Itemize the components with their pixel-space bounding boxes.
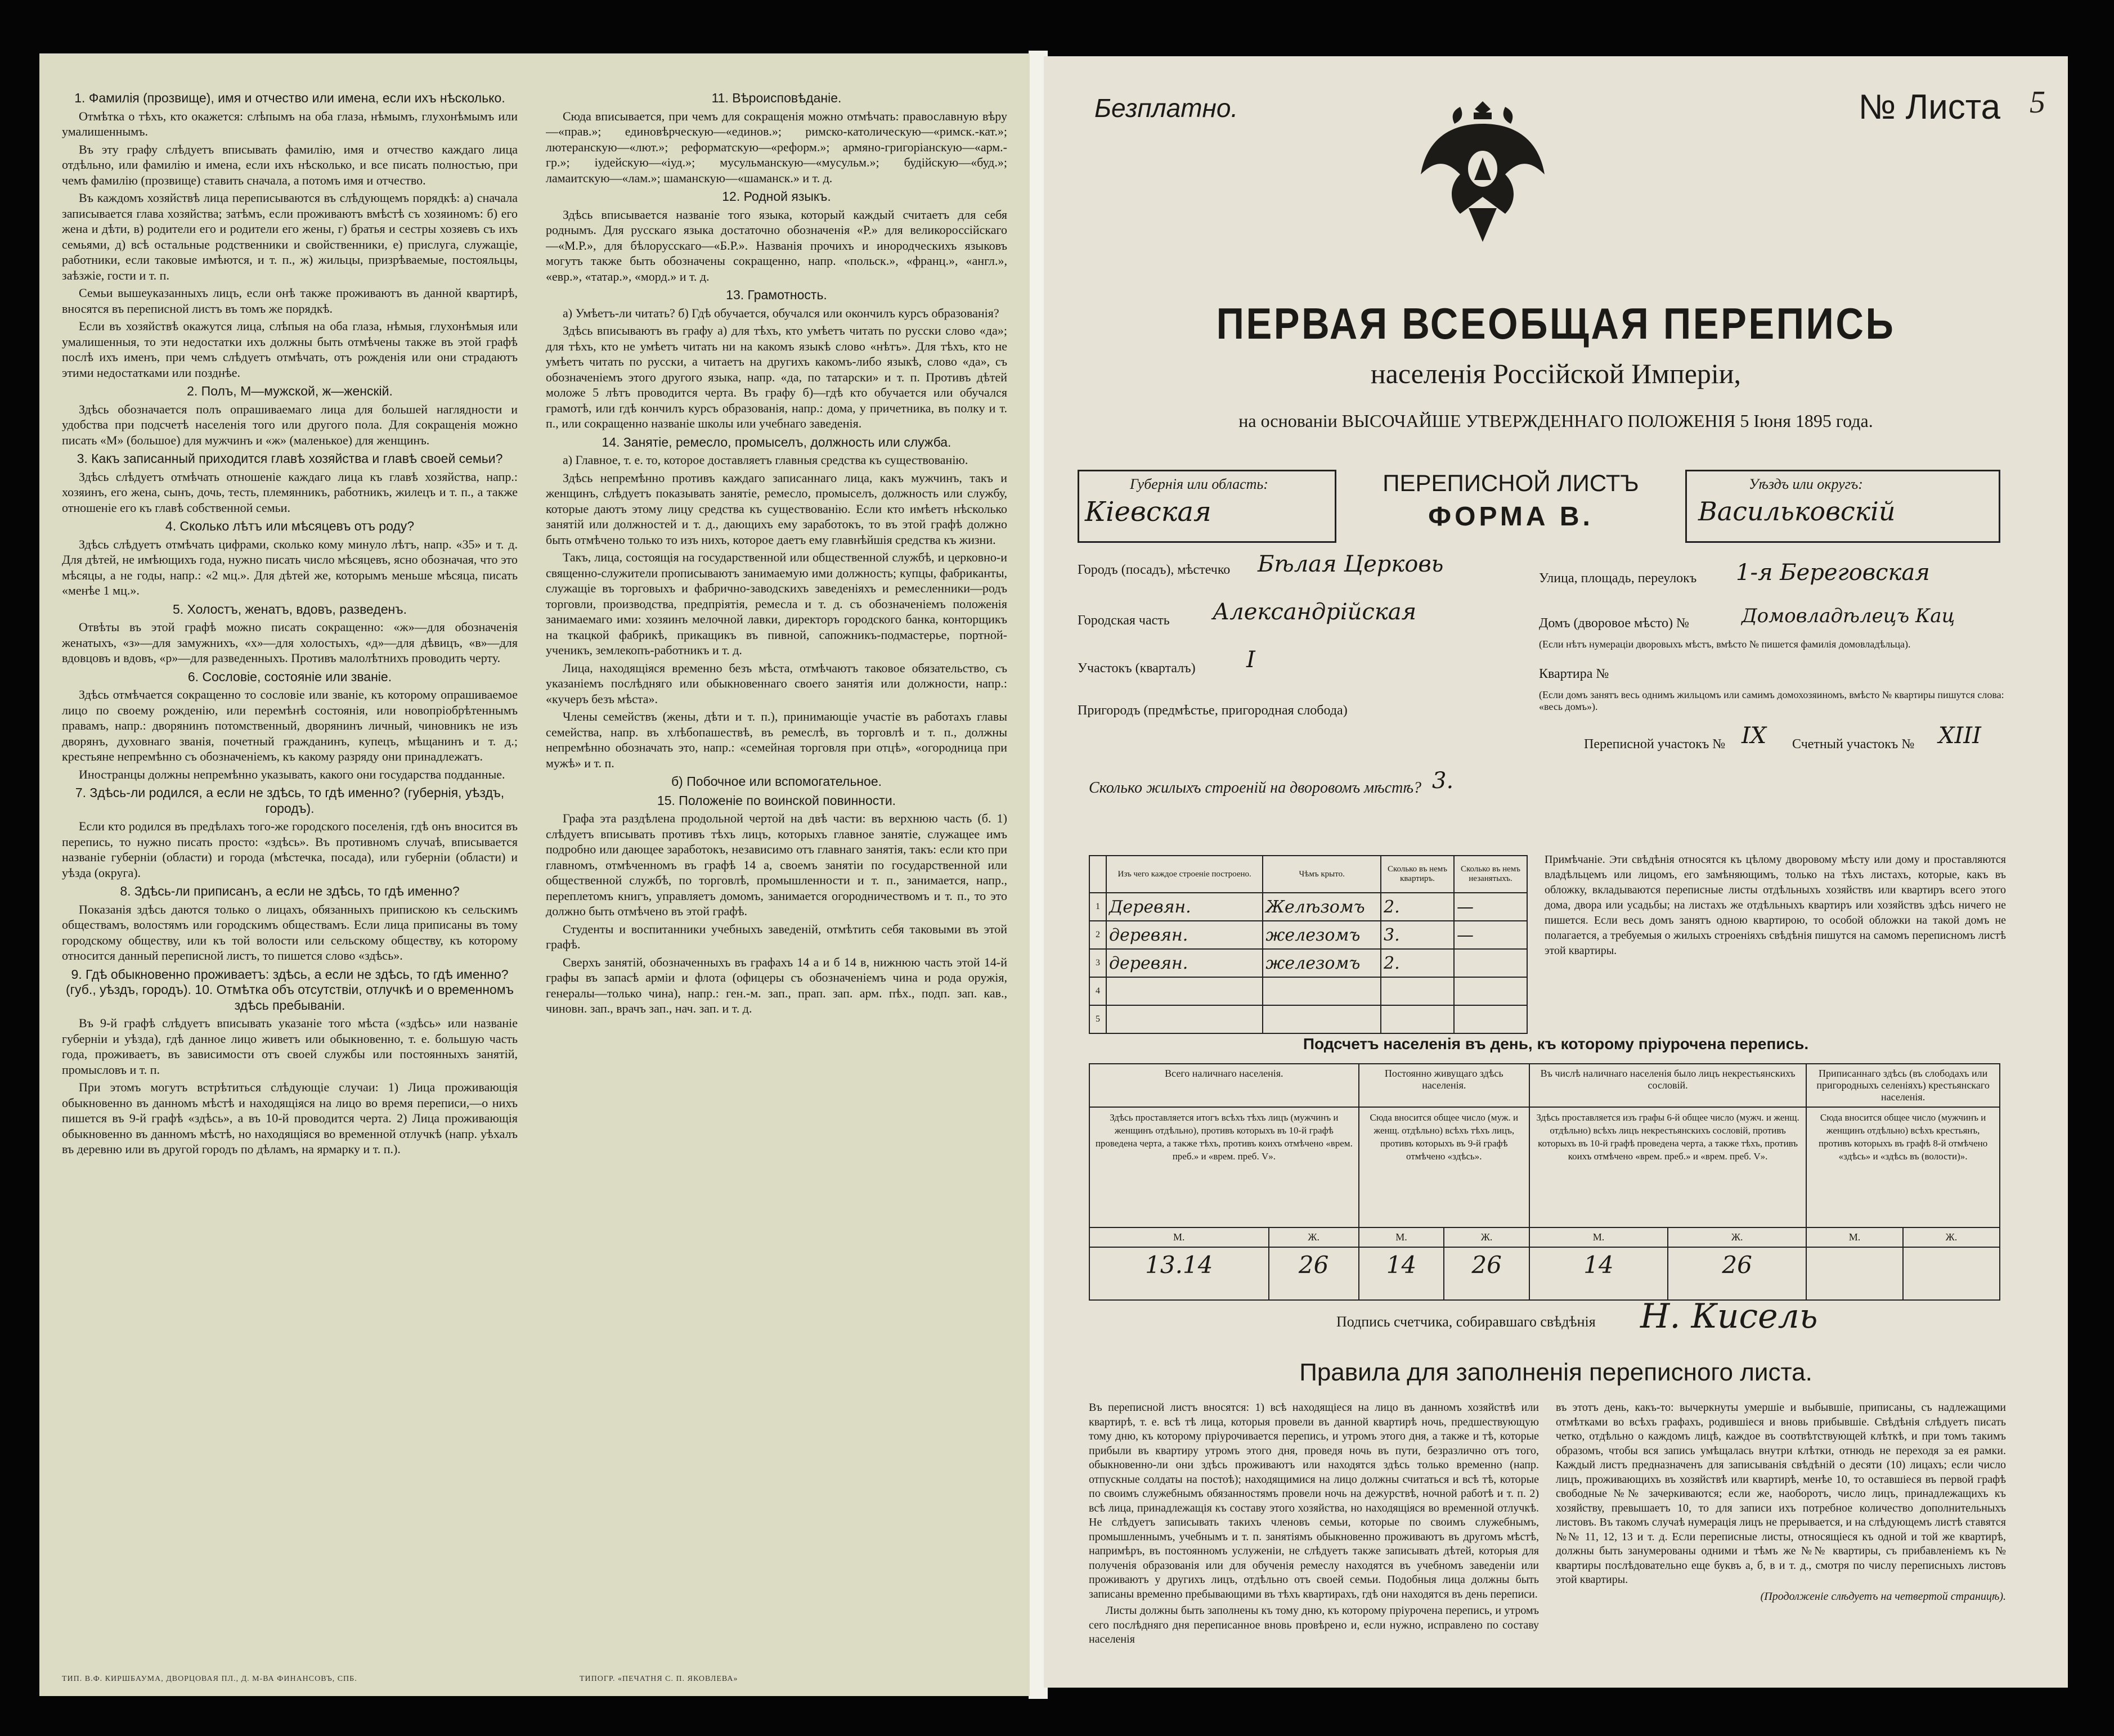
- free-label: Безплатно.: [1094, 93, 1238, 123]
- province-box: [1078, 470, 1336, 543]
- instruction-paragraph: Члены семействъ (жены, дѣти и т. п.), принимающіе участіе въ работахъ главы семейства, напр. въ хлѣбопашествѣ, въ ремеслѣ, въ торговлѣ и т. п., должны непремѣнно обозначать это, напр.: «семейная торговля при отцѣ», «огородница при мужѣ» и т. п.: [546, 709, 1007, 770]
- material-cell: деревян.: [1106, 949, 1263, 977]
- count-header-permanent: Постоянно живущаго здѣсь населенія.: [1359, 1064, 1529, 1107]
- rules-continued-note: (Продолженіе слѣдуетъ на четвертой страницѣ).: [1760, 1590, 2006, 1603]
- suburb-label: Пригородъ (предмѣстье, пригородная слобода): [1078, 703, 1348, 718]
- district-box: [1685, 470, 2000, 543]
- instruction-section: [62, 967, 518, 1157]
- enumerator-signature-label: Подпись счетчика, собиравшаго свѣдѣнія: [1336, 1314, 1596, 1330]
- instruction-section: [62, 384, 518, 448]
- table-row: [1089, 949, 1527, 977]
- row-number: 2: [1089, 921, 1106, 949]
- count-table-descriptions: [1089, 1107, 2000, 1227]
- count-table-subheaders: [1089, 1227, 2000, 1247]
- instruction-paragraph: Если въ хозяйствѣ окажутся лица, слѣпыя на оба глаза, нѣмыя, глухонѣмыя или умалишенныя, то эти недостатки ихъ должны быть отмѣчены также въ этой графѣ послѣ ихъ именъ, при чемъ слѣдуетъ отмѣчать, отъ рожденія или они страдаютъ этими недостатками или позднѣе.: [62, 319, 518, 380]
- apartment-note: (Если домъ занятъ весь однимъ жильцомъ или самимъ домохозяиномъ, вмѣсто № квартиры пишутся слова: «весь домъ»).: [1539, 689, 2004, 712]
- buildings-header-apartments: Сколько въ немъ квартиръ.: [1381, 856, 1454, 893]
- apartments-cell: 2.: [1381, 893, 1454, 921]
- instruction-paragraph: Если кто родился въ предѣлахъ того-же городского поселенія, гдѣ онъ вносится въ перепись, то нужно писать просто: «здѣсь». Въ противномъ случаѣ, вписывается названіе губерніи (области) и города (мѣстечка, посада), или губерніи (области) и уѣзда (округа).: [62, 819, 518, 880]
- sheet-number-value: 5: [2030, 85, 2045, 120]
- count-desc-permanent: Сюда вносится общее число (муж. и женщ. отдѣльно) всѣхъ тѣхъ лицъ, противъ которыхъ въ 9-й графѣ отмѣчено «здѣсь».: [1359, 1107, 1529, 1227]
- form-title: ПЕРЕПИСНОЙ ЛИСТЪ: [1383, 470, 1639, 496]
- count-value: 14: [1359, 1247, 1444, 1300]
- instruction-heading: 3. Какъ записанный приходится главѣ хозяйства и главѣ своей семьи?: [77, 451, 503, 466]
- instruction-paragraph: Иностранцы должны непремѣнно указывать, какого они государства подданные.: [79, 767, 505, 781]
- sub-header-female: Ж.: [1668, 1227, 1806, 1247]
- instruction-heading: 15. Положеніе по воинской повинности.: [657, 793, 896, 808]
- row-number: 5: [1089, 1005, 1106, 1033]
- district-label: Уѣздъ или округъ:: [1749, 476, 1863, 492]
- instruction-section: [62, 451, 518, 515]
- instruction-paragraph: а) Главное, т. е. то, которое доставляетъ главныя средства къ существованію.: [563, 453, 968, 467]
- province-value: Кіевская: [1085, 496, 1211, 528]
- instruction-paragraph: Графа эта раздѣлена продольной чертой на двѣ части: въ верхнюю часть (б. 1) слѣдуетъ вписывать противъ тѣхъ лицъ, которыхъ главное занятіе, служащее имъ подробно или дающее заработокъ, независимо отъ главнаго занятія, такъ: если кто при главномъ, отмѣченномъ въ графѣ 14 а, своемъ занятіи по государственной или общественной службѣ, по торговлѣ, промышленности и т. п., занимается, напр., переплетомъ книгъ, управляетъ домомъ, занимается огородничествомъ и т. п., то это должно быть отмѣчено въ этой графѣ.: [546, 811, 1007, 918]
- row-number: 1: [1089, 893, 1106, 921]
- instruction-heading: 1. Фамилія (прозвище), имя и отчество или имена, если ихъ нѣсколько.: [74, 91, 505, 105]
- apartments-cell: 3.: [1381, 921, 1454, 949]
- instruction-paragraph: Отмѣтка о тѣхъ, кто окажется: слѣпымъ на оба глаза, нѣмымъ, глухонѣмымъ или умалишеннымъ.: [62, 109, 518, 138]
- material-cell: деревян.: [1106, 921, 1263, 949]
- sub-header-female: Ж.: [1444, 1227, 1529, 1247]
- row-number: 4: [1089, 977, 1106, 1005]
- sub-header-female: Ж.: [1903, 1227, 2000, 1247]
- count-desc-present: Здѣсь проставляется итогъ всѣхъ тѣхъ лицъ (мужчинъ и женщинъ отдѣльно), противъ которыхъ въ 10-й графѣ проведена черта, а также тѣхъ, противъ коихъ отмѣчено «врем. преб.» и «врем. преб. V».: [1089, 1107, 1359, 1227]
- printer-imprint-left: ТИП. В.Ф. КИРШБАУМА, ДВОРЦОВАЯ ПЛ., Д. М-ВА ФИНАНСОВЪ, СПБ.: [62, 1675, 357, 1683]
- instruction-paragraph: Студенты и воспитанники учебныхъ заведеній, отмѣтить себя таковыми въ этой графѣ.: [546, 921, 1007, 951]
- vacant-cell: —: [1454, 921, 1527, 949]
- city-part-value: Александрійская: [1213, 599, 1417, 625]
- instruction-heading: 5. Холостъ, женатъ, вдовъ, разведенъ.: [172, 601, 407, 617]
- district-value: Васильковскій: [1698, 496, 1896, 527]
- count-value: [1806, 1247, 1903, 1300]
- instruction-paragraph: Здѣсь слѣдуетъ отмѣчать отношеніе каждаго лица къ главѣ хозяйства, напр.: хозяинъ, его жена, сынъ, дочь, тесть, племянникъ, работникъ, жилецъ и т. п., а также отношеніе его къ главѣ собственной семьи.: [62, 469, 518, 515]
- street-value: 1-я Береговская: [1736, 560, 1930, 586]
- province-label: Губернія или область:: [1130, 476, 1268, 492]
- house-label: Домъ (дворовое мѣсто) №: [1539, 616, 1689, 631]
- census-district-label: Переписной участокъ №: [1584, 737, 1726, 752]
- instruction-paragraph: Отвѣты въ этой графѣ можно писать сокращенно: «ж»—для обозначенія женатыхъ, «з»—для замужнихъ, «х»—для холостыхъ, «д»—для дѣвицъ, «в»—для вдовцовъ и вдовъ, «р»—для разведенныхъ. Противъ малолѣтнихъ проводить черту.: [62, 620, 518, 665]
- sheet-number-label: № Листа: [1858, 88, 2000, 127]
- vacant-cell: [1454, 977, 1527, 1005]
- apartments-cell: [1381, 1005, 1454, 1033]
- roof-cell: Желѣзомъ: [1263, 893, 1381, 921]
- apartments-cell: [1381, 977, 1454, 1005]
- material-cell: Деревян.: [1106, 893, 1263, 921]
- count-value: 13.14: [1089, 1247, 1269, 1300]
- instruction-paragraph: Въ каждомъ хозяйствѣ лица переписываются въ слѣдующемъ порядкѣ: а) сначала записывается глава хозяйства; затѣмъ, если проживаютъ вмѣстѣ съ хозяиномъ: б) его жена и дѣти, в) родители его и родители его жены, г) братья и сестры хозяевъ съ ихъ семьями, д) всѣ остальные родственники и свойственники, е) прислуга, служащіе, работники, если таковые имѣются, и т. п., ж) жильцы, призрѣваемые, постояльцы, заѣзжіе, гости и т. п.: [62, 191, 518, 282]
- instruction-heading: 11. Вѣроисповѣданіе.: [711, 91, 842, 105]
- instruction-paragraph: Здѣсь вписываютъ въ графу а) для тѣхъ, кто умѣетъ читать по русски слово «да»; для тѣхъ, кто не умѣетъ читать ни на какомъ языкѣ слово «нѣтъ». Для тѣхъ, кто не умѣетъ читать по русски, а читаетъ на другихъ какомъ-либо языкѣ, слово «да», съ обозначеніемъ этого другого языка, напр. «да, по татарски» и т. п. Противъ дѣтей моложе 5 лѣтъ проводится черта. Въ графу б)—гдѣ кто обучается или обучался грамотѣ, или гдѣ кончилъ курсъ образованія, напр.: дома, у причетника, въ полку и т. п., или сокращенно названіе школы или учебнаго заведенія.: [546, 323, 1007, 430]
- instruction-heading: 12. Родной языкъ.: [722, 189, 831, 204]
- instruction-paragraph: Здѣсь слѣдуетъ отмѣчать цифрами, сколько кому минуло лѣтъ, напр. «35» и т. д. Для дѣтей, не имѣющихъ года, нужно писать число мѣсяцевъ, ясно обозначая, что это мѣсяцы, а не годы, напр.: «2 мц.». Для дѣтей же, которымъ меньше мѣсяца, писать «менѣе 1 мц.».: [62, 537, 518, 597]
- section-label: Участокъ (кварталъ): [1078, 661, 1196, 676]
- instruction-section: [62, 669, 518, 782]
- instruction-paragraph: Сюда вписывается, при чемъ для сокращенія можно отмѣчать: православную вѣру—«прав.»; единовѣрческую—«единов.»; римско-католическую—«римск.-кат.»; лютеранскую—«лют.»; реформатскую—«реформ.»; армяно-григоріанскую—«арм.-гр.»; іудейскую—«іуд.»; мусульманскую—«мусульм.»; будійскую—«буд.»; ламаитскую—«лам.»; шаманскую—«шаманск.» и т. д.: [546, 109, 1007, 185]
- instruction-section: [62, 884, 518, 964]
- count-header-present: Всего наличнаго населенія.: [1089, 1064, 1359, 1107]
- instruction-paragraph: Здѣсь обозначается полъ опрашиваемаго лица для большей наглядности и удобства при подсчетѣ населенія того или другого пола. Для сокращенія можно писать «М» (большое) для мужчинъ и «ж» (маленькое) для женщинъ.: [62, 402, 518, 447]
- sub-header-male: М.: [1359, 1227, 1444, 1247]
- instruction-heading: 4. Сколько лѣтъ или мѣсяцевъ отъ роду?: [165, 519, 415, 533]
- count-desc-non-peasant: Здѣсь проставляется изъ графы 6-й общее число (мужч. и женщ. отдѣльно) всѣхъ лицъ некрестьянскихъ сословій, противъ которыхъ въ 10-й графѣ проведена черта, а также тѣхъ, противъ коихъ отмѣчено «врем. преб.» и «врем. преб. V».: [1529, 1107, 1806, 1227]
- sub-header-female: Ж.: [1269, 1227, 1359, 1247]
- instruction-heading: 9. Гдѣ обыкновенно проживаетъ: здѣсь, а если не здѣсь, то гдѣ именно? (губ., уѣздъ, городъ). 10. Отмѣтка объ отсутствіи, отлучкѣ и о временномъ здѣсь пребываніи.: [65, 966, 514, 1013]
- instruction-heading: 14. Занятіе, ремесло, промыселъ, должность или служба.: [602, 434, 951, 449]
- house-note: (Если нѣтъ нумераціи дворовыхъ мѣстъ, вмѣсто № пишется фамилія домовладѣльца).: [1539, 638, 1911, 650]
- printer-imprint-right: ТИПОГР. «ПЕЧАТНЯ С. П. ЯКОВЛЕВА»: [580, 1675, 738, 1683]
- instruction-heading: 8. Здѣсь-ли приписанъ, а если не здѣсь, то гдѣ именно?: [120, 884, 460, 898]
- instruction-heading: 2. Полъ, М—мужской, ж—женскій.: [187, 384, 393, 398]
- census-legal-basis: на основаніи ВЫСОЧАЙШЕ УТВЕРЖДЕННАГО ПОЛОЖЕНІЯ 5 Іюня 1895 года.: [1238, 411, 1873, 431]
- city-part-label: Городская часть: [1078, 613, 1170, 628]
- count-header-peasant: Приписаннаго здѣсь (въ слободахъ или пригородныхъ селеніяхъ) крестьянскаго населенія.: [1806, 1064, 2000, 1107]
- instruction-paragraph: Семьи вышеуказанныхъ лицъ, если онѣ также проживаютъ въ данной квартирѣ, вносятся въ переписной листъ въ томъ же порядкѣ.: [62, 286, 518, 316]
- house-value: Домовладѣлецъ Кац: [1742, 605, 1955, 627]
- material-cell: [1106, 977, 1263, 1005]
- rules-title: Правила для заполненія переписного листа.: [1299, 1359, 1812, 1386]
- buildings-header-roof: Чѣмъ крыто.: [1263, 856, 1381, 893]
- roof-cell: железомъ: [1263, 949, 1381, 977]
- instruction-paragraph: а) Умѣетъ-ли читать? б) Гдѣ обучается, обучался или окончилъ курсъ образованія?: [563, 305, 999, 320]
- census-form-page: [1044, 56, 2068, 1688]
- instructions-column-2: [546, 87, 1007, 1668]
- instruction-paragraph: Лица, находящіяся временно безъ мѣста, отмѣчаютъ таковое обязательство, съ указаніемъ послѣдняго или обыкновеннаго своего занятія или должности, напр.: «кучеръ безъ мѣста».: [546, 660, 1007, 706]
- apartment-label: Квартира №: [1539, 667, 1609, 681]
- count-table-header: [1089, 1064, 2000, 1107]
- row-number: 3: [1089, 949, 1106, 977]
- instruction-section: [546, 435, 1007, 771]
- buildings-table: [1089, 855, 1528, 1034]
- instruction-section: [62, 785, 518, 880]
- table-row: [1089, 921, 1527, 949]
- city-label: Городъ (посадъ), мѣстечко: [1078, 563, 1231, 577]
- buildings-question: Сколько жилыхъ строеній на дворовомъ мѣстѣ?: [1089, 779, 1422, 797]
- buildings-table-header: [1089, 856, 1527, 893]
- material-cell: [1106, 1005, 1263, 1033]
- counting-district-value: XIII: [1938, 723, 1981, 749]
- table-row: [1089, 977, 1527, 1005]
- buildings-header-no: [1089, 856, 1106, 893]
- instruction-section: [62, 602, 518, 666]
- form-letter: ФОРМА В.: [1428, 502, 1594, 532]
- population-count-table: [1089, 1063, 2000, 1301]
- instruction-paragraph: Здѣсь непремѣнно противъ каждаго записаннаго лица, какъ мужчинъ, такъ и женщинъ, слѣдуетъ показывать занятіе, ремесло, промыселъ, должность или службу, которые даютъ этому лицу средства къ существованію. Если кто имѣетъ нѣсколько занятій или должностей и т. д., дающихъ ему заработокъ, то въ этой графѣ должно быть отмѣчено только то изъ нихъ, которое даетъ ему главнѣйшія средства къ жизни.: [546, 470, 1007, 547]
- instruction-paragraph: Сверхъ занятій, обозначенныхъ въ графахъ 14 а и б 14 в, нижнюю часть этой 14-й графы въ запасѣ арміи и флота (офицеры съ обозначеніемъ чина и рода оружія, генералы—только чина), напр.: ген.-м. зап., прап. зап. арм. пѣх., подп. зап. кав., чиновн. зап., врачъ зап., нач. зап. и т. д.: [546, 955, 1007, 1015]
- instruction-section: [546, 189, 1007, 284]
- buildings-header-material: Изъ чего каждое строеніе построено.: [1106, 856, 1263, 893]
- instruction-heading: 7. Здѣсь-ли родился, а если не здѣсь, то гдѣ именно? (губернія, уѣздъ, городъ).: [75, 785, 505, 816]
- instruction-paragraph: Такъ, лица, состоящія на государственной или общественной службѣ, и церковно-и священно-служители прописываютъ занимаемую ими должность; купцы, фабриканты, служащіе въ торговыхъ и фабрично-заводскихъ заведеніяхъ и ремесленники—родъ торговли, производства, предпріятія, ремесла и т. д. съ обозначеніемъ положенія занимаемаго ими: хозяинъ мелочной лавки, директоръ городского банка, конторщикъ на ткацкой фабрикѣ, прикащикъ въ пивной, сапожникъ-подмастерье, портной-ученикъ, землекопъ-работникъ и т. д.: [546, 550, 1007, 657]
- census-district-value: IX: [1742, 723, 1767, 749]
- buildings-note: Примѣчаніе. Эти свѣдѣнія относятся къ цѣлому дворовому мѣсту или дому и проставляются владѣльцемъ или лицомъ, его замѣняющимъ, только на тѣхъ листахъ, которые, какъ въ обложку, вкладываются переписные листы отдѣльныхъ хозяйствъ или квартиръ всего этого дома, двора или усадьбы; на листахъ же отдѣльныхъ квартиръ или хозяйствъ здѣсь ничего не пишется. Если весь домъ занятъ одною квартирою, то особой обложки на такой домъ не полагается, а требуемыя о жилыхъ строеніяхъ свѣдѣнія пишутся на самомъ переписномъ листѣ этой квартиры.: [1545, 853, 2006, 957]
- instruction-paragraph: Здѣсь вписывается названіе того языка, который каждый считаетъ для себя роднымъ. Для русскаго языка достаточно обозначенія «Р.» для великороссійскаго—«М.Р.», для бѣлорусскаго—«Б.Р.». Названія прочихъ и инородческихъ языковъ могутъ также быть обозначены сокращенно, напр. «польск.», «франц.», «англ.», «евр.», «татар.», «морд.» и т. д.: [546, 207, 1007, 284]
- instruction-section: [62, 91, 518, 380]
- form-title-box: [1348, 470, 1674, 543]
- instruction-heading: 6. Сословіе, состояніе или званіе.: [187, 669, 392, 684]
- count-desc-peasant: Сюда вносится общее число (мужчинъ и женщинъ отдѣльно) всѣхъ крестьянъ, противъ которыхъ въ графѣ 8-й отмѣчено «здѣсь» и «здѣсь въ (волости)».: [1806, 1107, 2000, 1227]
- instruction-paragraph: Въ 9-й графѣ слѣдуетъ вписывать указаніе того мѣста («здѣсь» или названіе губерніи и уѣзда), гдѣ данное лицо живетъ или обыкновенно, т. е. большую часть года, проживаетъ, въ зависимости отъ своей службы или постоянныхъ занятій, промысловъ и т. п.: [62, 1016, 518, 1077]
- roof-cell: [1263, 977, 1381, 1005]
- imperial-eagle-emblem: [1415, 90, 1550, 259]
- count-value: 26: [1668, 1247, 1806, 1300]
- instructions-column-1: [62, 87, 518, 1668]
- instruction-heading: б) Побочное или вспомогательное.: [671, 774, 882, 789]
- rules-text: Въ переписной листъ вносятся: 1) всѣ находящіеся на лицо въ данномъ хозяйствѣ или квартирѣ, т. е. всѣ тѣ лица, которыя провели въ данной квартирѣ ночь, предшествующую тому дню, къ которому пріурочивается перепись, и утромъ этого дня, а также и тѣ, которые прибыли въ квартиру утромъ этого дня, проведя ночь въ пути, безразлично отъ того, обыкновенно-ли они здѣсь проживаютъ или находятся здѣсь только временно (напр. отпускные солдаты на постоѣ); находящимися на лицо должны считаться и всѣ тѣ, которые по своимъ служебнымъ обязанностямъ провели ночь на дежурствѣ, ночной работѣ и т. п. 2) всѣ лица, принадлежащія къ составу этого хозяйства, но находящіяся во временной отлучкѣ. Не слѣдуетъ записывать такихъ членовъ семьи, которые по своимъ служебнымъ, промышленнымъ, учебнымъ и т. п. занятіямъ обыкновенно проживаютъ въ другомъ мѣстѣ, напримѣръ, въ постоянномъ услуженіи, не слѣдуетъ также записывать дѣтей, которыя для полученія образованія или для обученія ремеслу находятся въ учебномъ заведеніи или проживаютъ у другихъ лицъ, отдѣльно отъ своей семьи. Подобныя лица должны быть записаны временно пребывающими въ тѣхъ квартирахъ, гдѣ они находятся въ день переписи.: [1089, 1401, 1539, 1600]
- count-table-values: [1089, 1247, 2000, 1300]
- apartments-cell: 2.: [1381, 949, 1454, 977]
- instruction-paragraph: Показанія здѣсь даются только о лицахъ, обязанныхъ припискою къ сельскимъ обществамъ, волостямъ или городскимъ обществамъ. Если лица приписаны въ тому городскому обществу, или къ той волости или сельскому обществу, къ которому относится данный переписной листъ, то пишется слово «здѣсь».: [62, 902, 518, 963]
- count-header-non-peasant: Въ числѣ наличнаго населенія было лицъ некрестьянскихъ сословій.: [1529, 1064, 1806, 1107]
- vacant-cell: [1454, 949, 1527, 977]
- population-count-title: Подсчетъ населенія въ день, къ которому пріурочена перепись.: [1303, 1035, 1809, 1053]
- rules-column-1: [1089, 1401, 1539, 1647]
- section-value: I: [1246, 647, 1255, 673]
- sub-header-male: М.: [1806, 1227, 1903, 1247]
- buildings-header-vacant: Сколько въ немъ незанятыхъ.: [1454, 856, 1527, 893]
- rules-text: въ этотъ день, какъ-то: вычеркнуты умершіе и выбывшіе, приписаны, съ надлежащими отмѣтками во всѣхъ графахъ, родившіеся и вновь прибывшіе. Свѣдѣнія слѣдуетъ писать четко, отдѣльно о каждомъ лицѣ, каждое въ соотвѣтствующей клѣткѣ, и при томъ такимъ образомъ, чтобы вся запись умѣщалась внутри клѣтки, отнюдь не переходя за ея рамки. Каждый листъ предназначенъ для записыванія свѣдѣній о десяти (10) лицахъ; если число лицъ, проживающихъ въ хозяйствѣ или квартирѣ, менѣе 10, то оставшіеся въ первой графѣ свободные №№ зачеркиваются; если же, наоборотъ, число лицъ, принадлежащихъ къ хозяйству, превышаетъ 10, то для записи ихъ потребное количество дополнительныхъ листовъ. Въ такомъ случаѣ нумерація лицъ не прерывается, и на слѣдующемъ листѣ ставятся №№ 11, 12, 13 и т. д. Если переписные листы, относящіеся къ одной и той же квартирѣ, должны быть занумерованы одними и тѣмъ же №№ квартиры, съ прибавленіемъ къ № квартиры послѣдовательно еще буквъ а, б, в и т. д., смотря по числу переписныхъ листовъ этой квартиры.: [1556, 1401, 2006, 1586]
- instruction-section: [62, 519, 518, 599]
- instruction-paragraph: Въ эту графу слѣдуетъ вписывать фамилію, имя и отчество каждаго лица отдѣльно, или фамилію и имена, если ихъ нѣсколько, и все писать полностью, при чемъ фамилію (прозвище) ставить сначала, а потомъ имя и отчество.: [62, 142, 518, 187]
- count-value: 14: [1529, 1247, 1668, 1300]
- table-row: [1089, 1005, 1527, 1033]
- enumerator-signature: Н. Кисель: [1640, 1297, 1818, 1336]
- table-row: [1089, 893, 1527, 921]
- vacant-cell: —: [1454, 893, 1527, 921]
- sub-header-male: М.: [1089, 1227, 1269, 1247]
- instruction-paragraph: Здѣсь отмѣчается сокращенно то сословіе или званіе, къ которому опрашиваемое лицо по своему рожденію, или перемѣнѣ состоянія, или новопріобрѣтеннымъ правамъ, напр.: дворянинъ потомственный, дворянинъ личный, чиновникъ не изъ дворянъ, духовнаго званія, почетный гражданинъ, купецъ, мѣщанинъ и т. д.; крестьяне непремѣнно съ обозначеніемъ, къ какому разряду они принадлежатъ.: [62, 687, 518, 763]
- counting-district-label: Счетный участокъ №: [1792, 737, 1915, 752]
- street-label: Улица, площадь, переулокъ: [1539, 571, 1697, 586]
- sub-header-male: М.: [1529, 1227, 1668, 1247]
- roof-cell: железомъ: [1263, 921, 1381, 949]
- left-page-instructions: [39, 53, 1030, 1696]
- census-title: ПЕРВАЯ ВСЕОБЩАЯ ПЕРЕПИСЬ: [1216, 299, 1896, 348]
- rules-text: Листы должны быть заполнены къ тому дню, къ которому пріурочена перепись, и утромъ сего послѣдняго дня переписанное вновь провѣрено и, если нужно, исправлено по составу населенія: [1089, 1604, 1539, 1645]
- buildings-answer: 3.: [1432, 768, 1454, 794]
- instruction-section: [546, 774, 1007, 790]
- rules-column-2: [1556, 1401, 2006, 1604]
- instruction-paragraph: При этомъ могутъ встрѣтиться слѣдующіе случаи: 1) Лица проживающія обыкновенно въ данномъ мѣстѣ и находящіяся на лицо во время переписи,—о нихъ пишется въ 9-й графѣ «здѣсь», а въ 10-й проводится черта. 2) Лица проживающія обыкновенно въ данномъ мѣстѣ, но находящіяся во временной отлучкѣ (напр. уѣхалъ въ деревню или въ другой городъ по дѣламъ, на ярмарку и т. п.).: [62, 1080, 518, 1156]
- city-value: Бѣлая Церковь: [1258, 551, 1444, 577]
- count-value: [1903, 1247, 2000, 1300]
- roof-cell: [1263, 1005, 1381, 1033]
- count-value: 26: [1444, 1247, 1529, 1300]
- instruction-section: [546, 793, 1007, 1017]
- instruction-section: [546, 287, 1007, 431]
- vacant-cell: [1454, 1005, 1527, 1033]
- instruction-heading: 13. Грамотность.: [726, 287, 827, 302]
- census-subtitle: населенія Россійской Имперіи,: [1370, 358, 1742, 389]
- count-value: 26: [1269, 1247, 1359, 1300]
- instruction-section: [546, 91, 1007, 186]
